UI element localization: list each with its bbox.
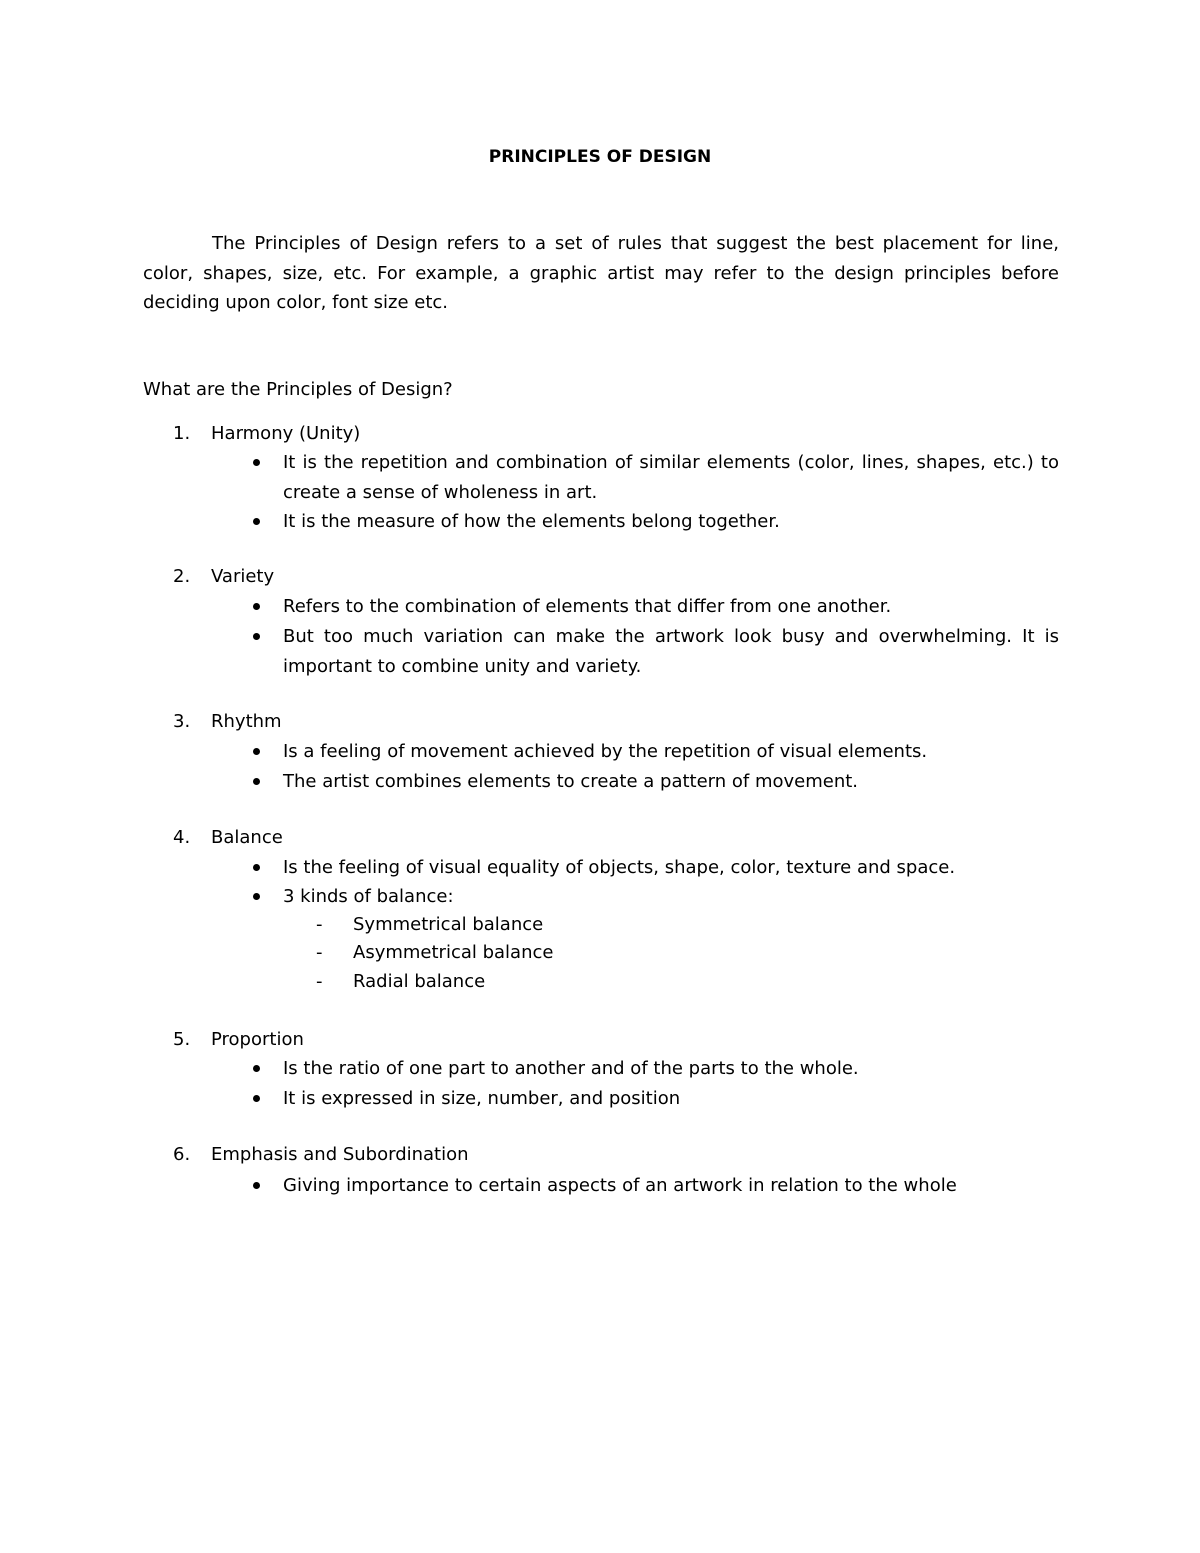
bullet-text: But too much variation can make the artwork look busy and overwhelming. It is important to combine unity and variety. bbox=[283, 626, 1059, 677]
bullet-icon bbox=[253, 1084, 261, 1113]
bullet-icon bbox=[253, 622, 261, 651]
bullet-text: It is the measure of how the elements belong together. bbox=[283, 511, 780, 532]
bullet-icon bbox=[253, 737, 261, 766]
dash-icon: - bbox=[316, 942, 323, 963]
bullet-text: Is a feeling of movement achieved by the repetition of visual elements. bbox=[283, 741, 928, 762]
bullet-text: Is the ratio of one part to another and of the parts to the whole. bbox=[283, 1058, 859, 1079]
section-heading bbox=[173, 1026, 304, 1054]
section-heading bbox=[173, 824, 283, 852]
section-title: Rhythm bbox=[211, 711, 282, 732]
sub-list-item bbox=[316, 939, 553, 967]
bullet-icon bbox=[253, 1171, 261, 1200]
section-title: Balance bbox=[211, 827, 283, 848]
bullet-text: Is the feeling of visual equality of objects, shape, color, texture and space. bbox=[283, 857, 956, 878]
bullet-icon bbox=[253, 882, 261, 911]
bullet-text: Refers to the combination of elements that differ from one another. bbox=[283, 596, 892, 617]
bullet-icon bbox=[253, 1054, 261, 1083]
bullet-icon bbox=[253, 853, 261, 882]
bullet-icon bbox=[253, 448, 261, 477]
section-heading bbox=[173, 708, 282, 736]
section-title: Variety bbox=[211, 566, 275, 587]
document-title: PRINCIPLES OF DESIGN bbox=[488, 147, 712, 167]
dash-icon: - bbox=[316, 971, 323, 992]
bullet-icon bbox=[253, 592, 261, 621]
sub-list-item bbox=[316, 911, 543, 939]
sub-list-item bbox=[316, 968, 485, 996]
bullet-text: Giving importance to certain aspects of an artwork in relation to the whole bbox=[283, 1175, 957, 1196]
section-title: Proportion bbox=[211, 1029, 304, 1050]
dash-icon: - bbox=[316, 914, 323, 935]
bullet-text: It is expressed in size, number, and position bbox=[283, 1088, 681, 1109]
bullet-text: 3 kinds of balance: bbox=[283, 886, 454, 907]
sub-list-text: Radial balance bbox=[353, 971, 486, 992]
section-title: Emphasis and Subordination bbox=[211, 1144, 469, 1165]
bullet-icon bbox=[253, 507, 261, 536]
bullet-icon bbox=[253, 767, 261, 796]
section-number: 4. bbox=[173, 827, 191, 848]
section-heading bbox=[173, 563, 274, 591]
section-number: 5. bbox=[173, 1029, 191, 1050]
section-number: 3. bbox=[173, 711, 191, 732]
section-number: 2. bbox=[173, 566, 191, 587]
bullet-text: It is the repetition and combination of similar elements (color, lines, shapes, etc.) to create a sense of wholeness in art. bbox=[283, 452, 1059, 503]
intro-paragraph: The Principles of Design refers to a set of rules that suggest the best placement for line, color, shapes, size, etc. For example, a graphic artist may refer to the design principles before deciding upon color, font size etc. bbox=[143, 233, 1059, 313]
question-heading: What are the Principles of Design? bbox=[143, 379, 453, 400]
section-number: 6. bbox=[173, 1144, 191, 1165]
sub-list-text: Asymmetrical balance bbox=[353, 942, 554, 963]
sub-list-text: Symmetrical balance bbox=[353, 914, 544, 935]
bullet-text: The artist combines elements to create a pattern of movement. bbox=[283, 771, 859, 792]
section-heading bbox=[173, 1141, 469, 1169]
section-heading bbox=[173, 420, 360, 448]
section-title: Harmony (Unity) bbox=[211, 423, 361, 444]
section-number: 1. bbox=[173, 423, 191, 444]
